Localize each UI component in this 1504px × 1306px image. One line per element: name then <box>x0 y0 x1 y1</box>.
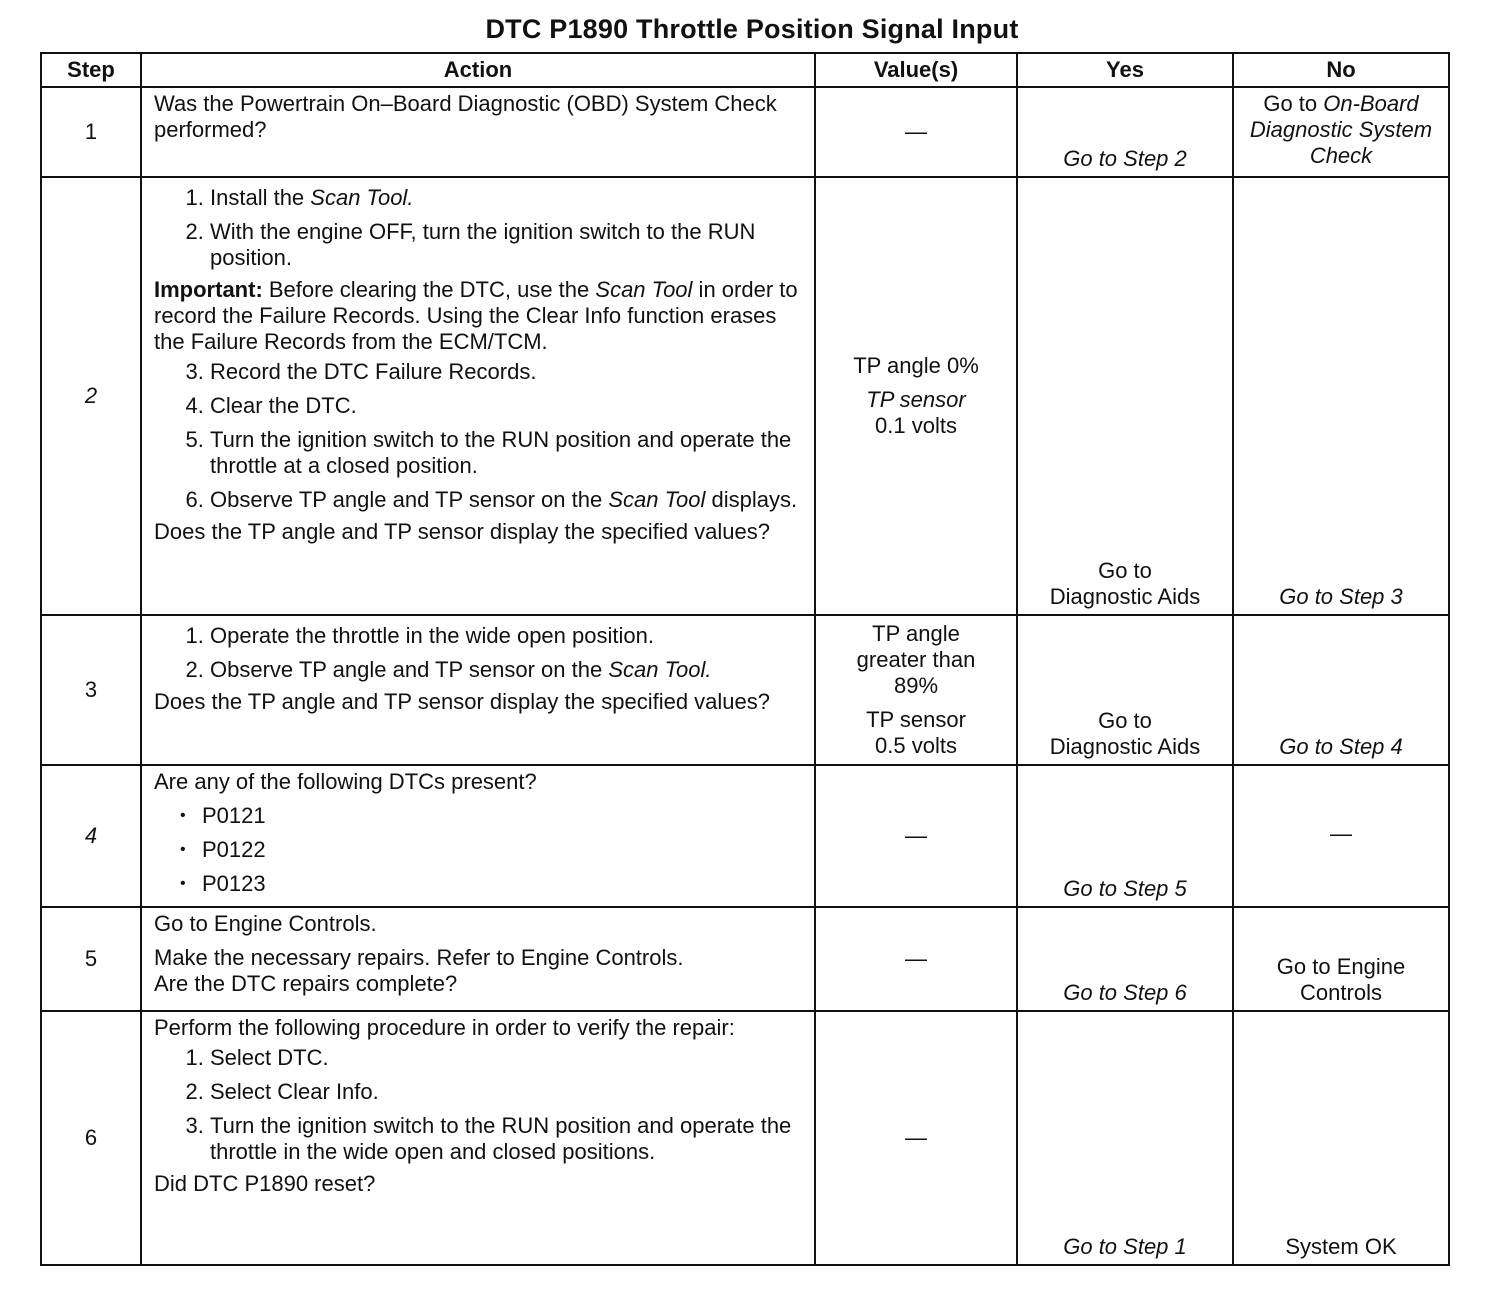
action-line: Make the necessary repairs. Refer to Engine Controls. <box>154 945 684 970</box>
procedure-item: 5. Turn the ignition switch to the RUN position and operate the throttle at a closed position. <box>210 427 804 479</box>
no-cell: Go to Step 4 <box>1233 615 1449 765</box>
table-row <box>41 1011 1449 1265</box>
table-row <box>41 87 1449 177</box>
procedure-item: 1. Operate the throttle in the wide open position. <box>210 623 804 649</box>
no-italic: On-Board Diagnostic System Check <box>1249 91 1433 168</box>
no-cell: Go to Engine Controls <box>1233 907 1449 1011</box>
procedure-item: 6. Observe TP angle and TP sensor on the Scan Tool displays. <box>210 487 804 513</box>
action-cell <box>141 177 815 615</box>
value-tp-angle: TP angle greater than 89% <box>856 621 976 698</box>
action-text: Was the Powertrain On–Board Diagnostic (OBD) System Check performed? <box>154 91 777 142</box>
table-row <box>41 615 1449 765</box>
header-action: Action <box>141 53 815 87</box>
value-cell <box>815 177 1017 615</box>
page-title: DTC P1890 Throttle Position Signal Input <box>485 14 1019 44</box>
action-cell <box>141 87 815 177</box>
value-cell <box>815 615 1017 765</box>
header-row <box>41 53 1449 87</box>
dtc-item: • P0123 <box>202 871 804 897</box>
value-tp-sensor: TP sensor 0.1 volts <box>866 387 966 438</box>
value-tp-sensor: TP sensor 0.5 volts <box>866 707 966 758</box>
procedure-item: 2. Observe TP angle and TP sensor on the Scan Tool. <box>210 657 804 683</box>
procedure-list <box>154 1045 804 1165</box>
procedure-item: 4. Clear the DTC. <box>210 393 804 419</box>
procedure-item: 1. Install the Scan Tool. <box>210 185 804 211</box>
value-cell: — <box>815 907 1017 1011</box>
procedure-list <box>154 359 804 513</box>
question-text: Are any of the following DTCs present? <box>154 769 537 794</box>
yes-cell: Go to Step 1 <box>1017 1011 1233 1265</box>
dtc-list <box>154 803 804 897</box>
step-number: 3 <box>41 615 141 765</box>
action-cell <box>141 1011 815 1265</box>
question-text: Are the DTC repairs complete? <box>154 971 458 996</box>
dtc-item: • P0122 <box>202 837 804 863</box>
yes-cell: Go to Step 6 <box>1017 907 1233 1011</box>
procedure-list <box>154 185 804 271</box>
question-text: Did DTC P1890 reset? <box>154 1171 376 1196</box>
yes-cell <box>1017 87 1233 177</box>
no-cell: Go to Step 3 <box>1233 177 1449 615</box>
intro-text: Perform the following procedure in order to verify the repair: <box>154 1015 735 1040</box>
diagnostic-table <box>40 52 1450 1266</box>
procedure-item: 2. Select Clear Info. <box>210 1079 804 1105</box>
dtc-item: • P0121 <box>202 803 804 829</box>
no-cell: — <box>1233 765 1449 907</box>
important-note: Important: Before clearing the DTC, use the Scan Tool in order to record the Failure Records. Using the Clear Info function erases the Failure Records from the ECM/TCM. <box>154 277 798 354</box>
yes-cell: Go to Diagnostic Aids <box>1017 177 1233 615</box>
step-number: 6 <box>41 1011 141 1265</box>
value-cell: — <box>815 1011 1017 1265</box>
header-yes: Yes <box>1017 53 1233 87</box>
value-tp-angle: TP angle 0% <box>853 353 979 378</box>
procedure-item: 3. Record the DTC Failure Records. <box>210 359 804 385</box>
procedure-item: 1. Select DTC. <box>210 1045 804 1071</box>
action-cell <box>141 765 815 907</box>
action-cell <box>141 907 815 1011</box>
step-number: 5 <box>41 907 141 1011</box>
procedure-item: 2. With the engine OFF, turn the ignition switch to the RUN position. <box>210 219 804 271</box>
no-cell: System OK <box>1233 1011 1449 1265</box>
step-number: 2 <box>41 177 141 615</box>
action-cell <box>141 615 815 765</box>
question-text: Does the TP angle and TP sensor display the specified values? <box>154 519 770 544</box>
yes-cell: Go to Step 5 <box>1017 765 1233 907</box>
header-values: Value(s) <box>815 53 1017 87</box>
value-cell: — <box>815 765 1017 907</box>
procedure-list <box>154 623 804 683</box>
table-row <box>41 765 1449 907</box>
header-step: Step <box>41 53 141 87</box>
no-cell <box>1233 87 1449 177</box>
no-prefix: Go to <box>1263 91 1324 116</box>
yes-cell: Go to Diagnostic Aids <box>1017 615 1233 765</box>
header-no: No <box>1233 53 1449 87</box>
table-row <box>41 177 1449 615</box>
table-row <box>41 907 1449 1011</box>
step-number: 1 <box>41 87 141 177</box>
action-line: Go to Engine Controls. <box>154 911 377 936</box>
value-cell: — <box>815 87 1017 177</box>
yes-text: Go to Step 2 <box>1063 146 1187 171</box>
question-text: Does the TP angle and TP sensor display the specified values? <box>154 689 770 714</box>
step-number: 4 <box>41 765 141 907</box>
procedure-item: 3. Turn the ignition switch to the RUN position and operate the throttle in the wide open and closed positions. <box>210 1113 804 1165</box>
